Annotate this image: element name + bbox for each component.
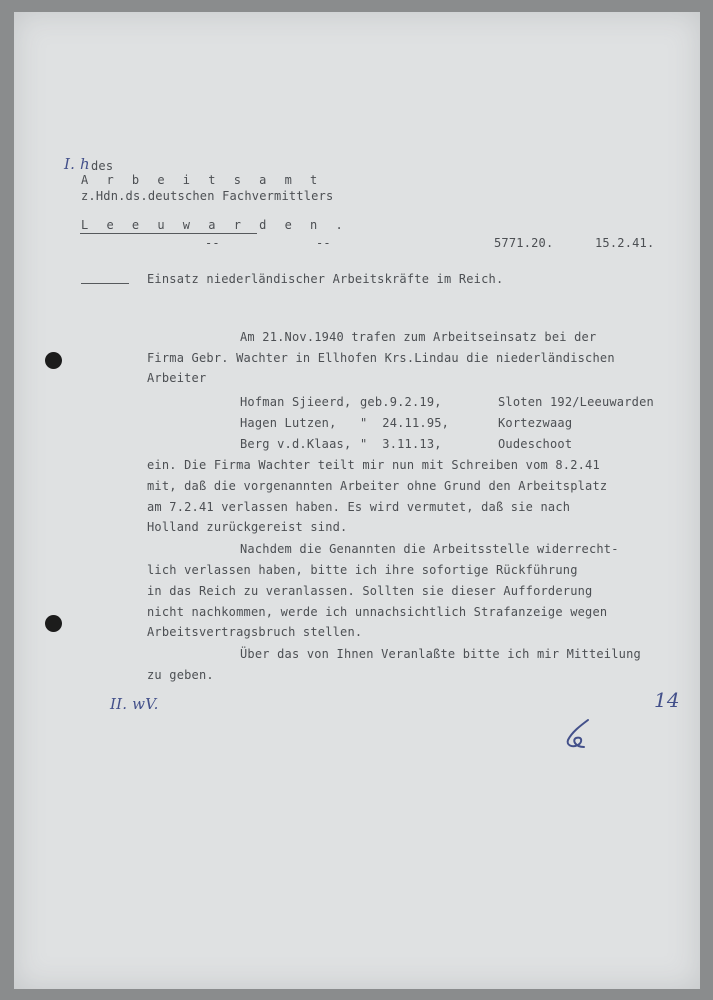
- body-p2-line2: lich verlassen haben, bitte ich ihre sofortige Rückführung: [147, 563, 578, 577]
- body-p2-line1: Nachdem die Genannten die Arbeitsstelle widerrecht-: [240, 542, 619, 556]
- body-p1-line5: mit, daß die vorgenannten Arbeiter ohne Grund den Arbeitsplatz: [147, 479, 608, 493]
- body-p2-line3: in das Reich zu veranlassen. Sollten sie dieser Aufforderung: [147, 584, 593, 598]
- header-date: 15.2.41.: [595, 236, 655, 250]
- handwritten-wv-note: II. wV.: [110, 695, 159, 713]
- body-p1-line4: ein. Die Firma Wachter teilt mir nun mit Schreiben vom 8.2.41: [147, 458, 600, 472]
- header-attention: z.Hdn.ds.deutschen Fachvermittlers: [81, 189, 334, 203]
- worker-1-place: Sloten 192/Leeuwarden: [498, 395, 654, 409]
- worker-3-place: Oudeschoot: [498, 437, 573, 451]
- worker-2-born: " 24.11.95,: [360, 416, 450, 430]
- body-p1-line3: Arbeiter: [147, 371, 207, 385]
- worker-3-name: Berg v.d.Klaas,: [240, 437, 352, 451]
- body-p1-line2: Firma Gebr. Wachter in Ellhofen Krs.Lindau die niederländischen: [147, 351, 615, 365]
- body-p3-line2: zu geben.: [147, 668, 214, 682]
- subject-line: Einsatz niederländischer Arbeitskräfte im Reich.: [147, 272, 504, 286]
- body-p3-line1: Über das von Ihnen Veranlaßte bitte ich mir Mitteilung: [240, 647, 641, 661]
- punch-hole-top: [45, 352, 62, 369]
- punch-hole-bottom: [45, 615, 62, 632]
- city-underline: [80, 233, 257, 234]
- letter-page: [14, 12, 700, 989]
- signature-mark: [558, 714, 598, 754]
- header-dash-1: --: [205, 236, 220, 250]
- body-p2-line4: nicht nachkommen, werde ich unnachsichtlich Strafanzeige wegen: [147, 605, 608, 619]
- worker-2-place: Kortezwaag: [498, 416, 573, 430]
- header-office: A r b e i t s a m t: [81, 173, 323, 187]
- body-p2-line5: Arbeitsvertragsbruch stellen.: [147, 625, 363, 639]
- handwritten-prefix: I. h: [64, 155, 90, 173]
- worker-1-name: Hofman Sjieerd,: [240, 395, 352, 409]
- header-reference: 5771.20.: [494, 236, 554, 250]
- subject-rule: [81, 283, 129, 284]
- header-dash-2: --: [316, 236, 331, 250]
- header-city: L e e u w a r d e n .: [81, 218, 349, 232]
- worker-3-born: " 3.11.13,: [360, 437, 442, 451]
- header-des: des: [91, 159, 114, 173]
- body-p1-line7: Holland zurückgereist sind.: [147, 520, 348, 534]
- handwritten-initials: 14: [654, 688, 680, 712]
- worker-1-born: geb.9.2.19,: [360, 395, 442, 409]
- body-p1-line6: am 7.2.41 verlassen haben. Es wird vermutet, daß sie nach: [147, 500, 571, 514]
- worker-2-name: Hagen Lutzen,: [240, 416, 337, 430]
- body-p1-line1: Am 21.Nov.1940 trafen zum Arbeitseinsatz bei der: [240, 330, 597, 344]
